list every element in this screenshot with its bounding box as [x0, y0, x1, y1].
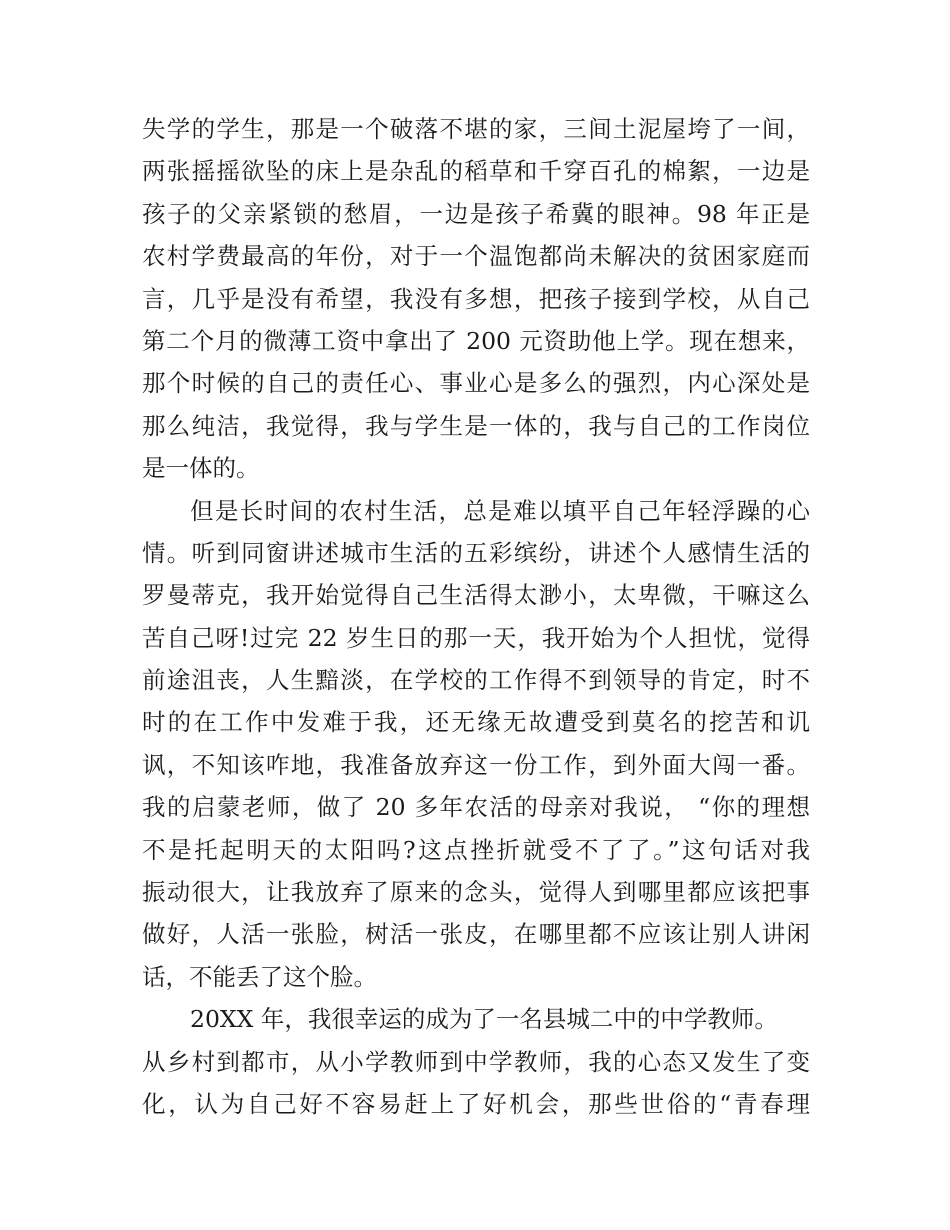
text-line: 两张摇摇欲坠的床上是杂乱的稻草和千穿百孔的棉絮，一边是	[142, 157, 810, 186]
text-line: 情。听到同窗讲述城市生活的五彩缤纷，讲述个人感情生活的	[142, 538, 810, 567]
text-line: 失学的学生，那是一个破落不堪的家，三间土泥屋垮了一间，	[142, 115, 810, 143]
text-line: 化，认为自己好不容易赶上了好机会，那些世俗的“青春理	[142, 1089, 810, 1118]
text-line: 不是托起明天的太阳吗?这点挫折就受不了了。”这句话对我	[142, 835, 810, 864]
text-line: 话，不能丢了这个脸。	[142, 962, 377, 991]
text-line: 言，几乎是没有希望，我没有多想，把孩子接到学校，从自己	[142, 284, 810, 313]
text-line: 罗曼蒂克，我开始觉得自己生活得太渺小，太卑微，干嘛这么	[142, 581, 810, 610]
text-line: 农村学费最高的年份，对于一个温饱都尚未解决的贫困家庭而	[142, 242, 810, 271]
text-line: 讽，不知该咋地，我准备放弃这一份工作，到外面大闯一番。	[142, 750, 810, 779]
text-line: 振动很大，让我放弃了原来的念头，觉得人到哪里都应该把事	[142, 878, 810, 907]
text-line: 做好，人活一张脸，树活一张皮，在哪里都不应该让别人讲闲	[142, 920, 810, 949]
text-line: 从乡村到都市，从小学教师到中学教师，我的心态又发生了变	[142, 1047, 810, 1076]
text-line: 20XX 年，我很幸运的成为了一名县城二中的中学教师。	[190, 1005, 778, 1034]
text-line: 前途沮丧，人生黯淡，在学校的工作得不到领导的肯定，时不	[142, 666, 810, 695]
text-line: 苦自己呀!过完 22 岁生日的那一天，我开始为个人担忧，觉得	[142, 623, 810, 652]
text-line: 第二个月的微薄工资中拿出了 200 元资助他上学。现在想来，	[142, 326, 810, 355]
document-body	[142, 108, 810, 1125]
text-line: 但是长时间的农村生活，总是难以填平自己年轻浮躁的心	[190, 496, 810, 525]
text-line: 我的启蒙老师，做了 20 多年农活的母亲对我说， “你的理想	[142, 793, 810, 822]
text-line: 那么纯洁，我觉得，我与学生是一体的，我与自己的工作岗位	[142, 411, 810, 440]
text-line: 孩子的父亲紧锁的愁眉，一边是孩子希冀的眼神。98 年正是	[142, 199, 810, 228]
text-line: 时的在工作中发难于我，还无缘无故遭受到莫名的挖苦和讥	[142, 708, 810, 737]
text-line: 是一体的。	[142, 454, 260, 483]
text-line: 那个时候的自己的责任心、事业心是多么的强烈，内心深处是	[142, 369, 810, 398]
